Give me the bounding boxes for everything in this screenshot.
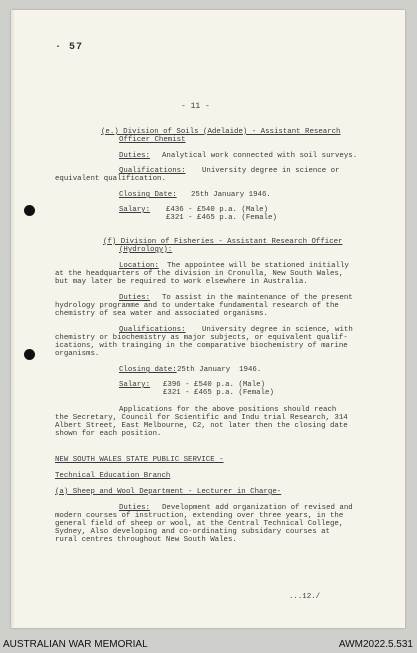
- document-page: [11, 10, 405, 628]
- section-e-qual-label: Qualifications:: [119, 167, 186, 175]
- section-f-salary-female: £321 - £465 p.a. (Female): [163, 389, 274, 397]
- nsw-duties-line5: rural centres throughout New South Wales.: [55, 536, 237, 544]
- section-e-heading-1: (e.) Division of Soils (Adelaide) - Assistant Research: [101, 128, 341, 136]
- section-e-qual-line2: equivalent qualification.: [55, 175, 166, 183]
- typed-document: [11, 10, 405, 628]
- section-e-duties-label: Duties:: [119, 152, 151, 160]
- section-e-closing-label: Closing Date:: [119, 191, 177, 199]
- nsw-item-heading: (a) Sheep and Wool Department - Lecturer in Charge-: [55, 488, 282, 496]
- section-e-salary-label: Salary:: [119, 206, 151, 214]
- section-f-location-label: Location:: [119, 262, 159, 270]
- nsw-branch: Technical Education Branch: [55, 472, 171, 480]
- nsw-duties-line1: Development add organization of revised and: [162, 504, 353, 512]
- section-f-location-line2: at the headquarters of the division in Cronulla, New South Wales,: [55, 270, 344, 278]
- applications-line4: shown for each position.: [55, 430, 162, 438]
- nsw-duties-label: Duties:: [119, 504, 151, 512]
- nsw-duties-line3: general field of sheep or wool, at the Central Technical College,: [55, 520, 344, 528]
- nsw-heading: NEW SOUTH WALES STATE PUBLIC SERVICE -: [55, 456, 224, 464]
- nsw-duties-line4: Sydney, Also developing and co-ordinating subsidary courses at: [55, 528, 330, 536]
- section-e-closing-text: 25th January 1946.: [191, 191, 271, 199]
- section-f-location-line3: but may later be required to work elsewhere in Australia.: [55, 278, 308, 286]
- section-e-salary-female: £321 - £465 p.a. (Female): [166, 214, 277, 222]
- continued-marker: ...12./: [289, 593, 321, 601]
- section-e-salary-male: £436 - £540 p.a. (Male): [166, 206, 269, 214]
- archive-footer: [0, 638, 417, 653]
- section-f-qual-line3: ications, with trainging in the comparative biochemistry of marine: [55, 342, 348, 350]
- section-f-heading-1: (f) Division of Fisheries - Assistant Research Officer: [103, 238, 343, 246]
- applications-line2: the Secretary, Council for Scientific and Indu trial Research, 314: [55, 414, 348, 422]
- section-f-duties-line1: To assist in the maintenance of the present: [162, 294, 353, 302]
- section-e-qual-line1: University degree in science or: [202, 167, 340, 175]
- section-f-qual-line1: University degree in science, with: [202, 326, 353, 334]
- section-f-heading-2: (Hydrology):: [119, 246, 173, 254]
- section-f-qual-label: Qualifications:: [119, 326, 186, 334]
- section-f-salary-label: Salary:: [119, 381, 151, 389]
- section-f-salary-male: £396 - £540 p.a. (Male): [163, 381, 266, 389]
- nsw-duties-line2: modern courses of instruction, extending over three years, in the: [55, 512, 344, 520]
- section-f-duties-line3: chemistry of sea water and associated organisms.: [55, 310, 268, 318]
- section-f-duties-label: Duties:: [119, 294, 151, 302]
- applications-line3: Albert Street, East Melbourne, C2, not later then the closing date: [55, 422, 348, 430]
- page-number: - 11 -: [181, 102, 210, 111]
- section-e-heading-2: Officer Chemist: [119, 136, 186, 144]
- section-f-closing-text: 25th January 1946.: [177, 366, 262, 374]
- section-f-qual-line2: chemistry or biochemistry as major subjects, or equivalent qualif-: [55, 334, 348, 342]
- footer-accession-number: AWM2022.5.531: [338, 639, 413, 650]
- footer-source: AUSTRALIAN WAR MEMORIAL: [3, 639, 148, 650]
- handwritten-mark: · 57: [55, 42, 84, 53]
- section-f-qual-line4: organisms.: [55, 350, 100, 358]
- section-f-closing-label: Closing date:: [119, 366, 177, 374]
- section-f-duties-line2: hydrology programme and to undertake fundamental research of the: [55, 302, 339, 310]
- section-f-location-line1: The appointee will be stationed initially: [167, 262, 349, 270]
- applications-line1: Applications for the above positions should reach: [119, 406, 337, 414]
- section-e-duties-text: Analytical work connected with soil surveys.: [162, 152, 358, 160]
